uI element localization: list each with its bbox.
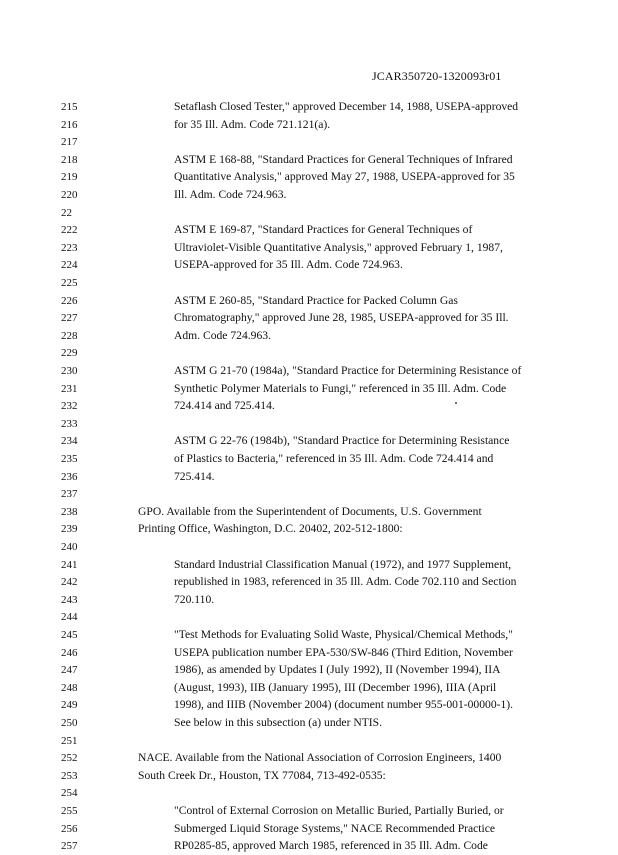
document-line — [0, 538, 618, 556]
document-line — [0, 151, 618, 169]
line-number: 233 — [61, 417, 78, 430]
line-number: 236 — [61, 470, 78, 483]
document-line — [0, 274, 618, 292]
document-line — [0, 749, 618, 767]
line-number: 229 — [61, 347, 78, 360]
line-text: Printing Office, Washington, D.C. 20402, 202-512-1800: — [138, 522, 403, 536]
line-number: 234 — [61, 435, 78, 448]
line-text: of Plastics to Bacteria," referenced in 35 Ill. Adm. Code 724.414 and — [174, 452, 494, 465]
document-line — [0, 239, 618, 257]
line-number: 248 — [61, 681, 78, 694]
document-line — [0, 397, 618, 415]
line-number: 240 — [61, 541, 78, 553]
document-line — [0, 732, 618, 750]
line-number: 249 — [61, 699, 78, 712]
document-line — [0, 503, 618, 521]
line-text: GPO. Available from the Superintendent of Documents, U.S. Government — [138, 504, 482, 518]
line-text: 725.414. — [174, 469, 215, 483]
line-number: 227 — [61, 312, 78, 325]
line-text: ASTM E 168-88, "Standard Practices for General Techniques of Infrared — [174, 152, 513, 166]
line-number: 219 — [61, 171, 78, 184]
document-line — [0, 186, 618, 204]
line-number: 218 — [61, 153, 78, 166]
line-text: USEPA-approved for 35 Ill. Adm. Code 724.963. — [174, 258, 403, 272]
line-number: 224 — [61, 259, 78, 272]
line-number: 235 — [61, 453, 78, 465]
document-line — [0, 520, 618, 538]
line-number: 220 — [61, 189, 78, 201]
document-line — [0, 661, 618, 679]
line-number: 226 — [61, 294, 78, 307]
document-id-header: JCAR350720-1320093r01 — [372, 69, 502, 83]
document-line — [0, 714, 618, 732]
document-line — [0, 468, 618, 486]
stray-mark — [455, 402, 457, 404]
document-line — [0, 556, 618, 574]
line-number: 247 — [61, 664, 78, 677]
line-number: 253 — [61, 769, 78, 782]
line-text: Quantitative Analysis," approved May 27, 1988, USEPA-approved for 35 — [174, 170, 515, 184]
document-line — [0, 820, 618, 838]
line-text: Standard Industrial Classification Manual (1972), and 1977 Supplement, — [174, 557, 512, 571]
line-text: for 35 Ill. Adm. Code 721.121(a). — [174, 117, 331, 131]
document-line — [0, 644, 618, 662]
line-text: republished in 1983, referenced in 35 Ill. Adm. Code 702.110 and Section — [174, 575, 517, 589]
document-line — [0, 327, 618, 345]
line-text: ASTM E 260-85, "Standard Practice for Packed Column Gas — [174, 293, 458, 307]
document-line — [0, 292, 618, 310]
line-text: USEPA publication number EPA-530/SW-846 (Third Edition, November — [174, 645, 513, 659]
line-text: RP0285-85, approved March 1985, referenced in 35 Ill. Adm. Code — [174, 839, 488, 853]
line-number: 251 — [61, 734, 78, 747]
line-text: NACE. Available from the National Association of Corrosion Engineers, 1400 — [138, 751, 502, 765]
line-text: 1998), and IIIB (November 2004) (document number 955-001-00000-1). — [174, 698, 514, 712]
document-line — [0, 256, 618, 274]
document-line — [0, 344, 618, 362]
document-line — [0, 696, 618, 714]
document-line — [0, 116, 618, 134]
document-line — [0, 98, 618, 116]
line-text: South Creek Dr., Houston, TX 77084, 713-492-0535: — [138, 768, 386, 782]
line-number: 243 — [61, 593, 78, 606]
line-number: 22 — [61, 206, 72, 219]
line-text: Adm. Code 724.963. — [174, 328, 271, 342]
line-number: 230 — [61, 365, 78, 377]
document-line — [0, 415, 618, 433]
line-number: 250 — [61, 717, 78, 729]
line-number: 225 — [61, 277, 78, 289]
line-number: 244 — [61, 611, 78, 624]
document-line — [0, 485, 618, 503]
line-text: ASTM G 21-70 (1984a), "Standard Practice for Determining Resistance of — [174, 364, 522, 377]
line-text: 720.110. — [174, 592, 215, 606]
line-text: "Test Methods for Evaluating Solid Waste, Physical/Chemical Methods," — [174, 628, 513, 641]
document-line — [0, 573, 618, 591]
document-line — [0, 802, 618, 820]
document-line — [0, 432, 618, 450]
line-text: See below in this subsection (a) under NTIS. — [174, 716, 383, 729]
line-number: 222 — [61, 224, 78, 237]
line-text: "Control of External Corrosion on Metallic Buried, Partially Buried, or — [174, 804, 504, 817]
line-number: 215 — [61, 101, 78, 113]
line-number: 252 — [61, 752, 78, 765]
line-number: 256 — [61, 822, 78, 835]
line-number: 216 — [61, 118, 78, 131]
line-text: ASTM G 22-76 (1984b), "Standard Practice for Determining Resistance — [174, 434, 510, 448]
document-line — [0, 168, 618, 186]
line-number: 241 — [61, 558, 78, 571]
line-number: 254 — [61, 787, 78, 800]
document-line — [0, 362, 618, 380]
line-number: 238 — [61, 505, 78, 518]
document-line — [0, 837, 618, 855]
document-line — [0, 309, 618, 327]
line-text: Setaflash Closed Tester," approved December 14, 1988, USEPA-approved — [174, 100, 519, 113]
document-line — [0, 608, 618, 626]
line-number: 232 — [61, 400, 78, 413]
document-line — [0, 626, 618, 644]
line-number: 237 — [61, 488, 78, 501]
line-number: 239 — [61, 523, 78, 536]
line-text: Chromatography," approved June 28, 1985, USEPA-approved for 35 Ill. — [174, 311, 509, 325]
line-text: 1986), as amended by Updates I (July 1992), II (November 1994), IIA — [174, 663, 501, 677]
line-text: 724.414 and 725.414. — [174, 399, 275, 413]
line-text: ASTM E 169-87, "Standard Practices for General Techniques of — [174, 223, 473, 237]
document-line — [0, 767, 618, 785]
document-line — [0, 380, 618, 398]
line-number: 246 — [61, 646, 78, 659]
line-number: 217 — [61, 136, 78, 149]
line-number: 257 — [61, 840, 78, 853]
line-number: 223 — [61, 241, 78, 254]
line-number: 245 — [61, 629, 78, 641]
line-number: 231 — [61, 382, 78, 395]
document-line — [0, 204, 618, 222]
document-line — [0, 133, 618, 151]
document-line — [0, 450, 618, 468]
line-text: Ultraviolet-Visible Quantitative Analysis," approved February 1, 1987, — [174, 240, 503, 254]
line-number: 228 — [61, 329, 78, 342]
line-text: Submerged Liquid Storage Systems," NACE Recommended Practice — [174, 821, 496, 835]
line-text: (August, 1993), IIB (January 1995), III (December 1996), IIIA (April — [174, 680, 497, 694]
line-text: Ill. Adm. Code 724.963. — [174, 188, 287, 201]
line-number: 255 — [61, 805, 78, 817]
line-text: Synthetic Polymer Materials to Fungi," referenced in 35 Ill. Adm. Code — [174, 381, 507, 395]
document-line — [0, 679, 618, 697]
document-line — [0, 591, 618, 609]
line-number: 242 — [61, 576, 78, 589]
document-line — [0, 221, 618, 239]
